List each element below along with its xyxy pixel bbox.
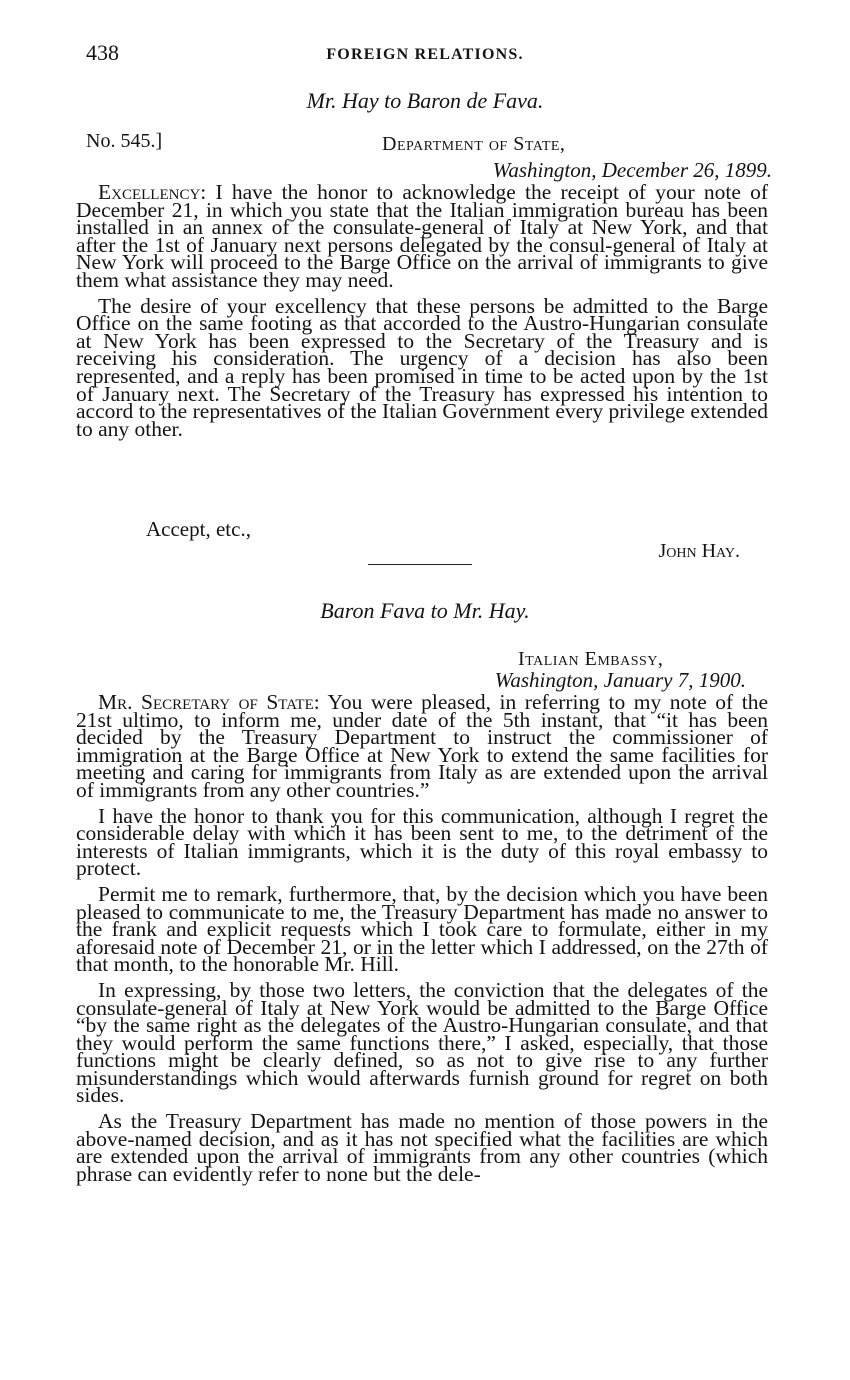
letter1-paragraph: Excellency: I have the honor to acknowledge the receipt of your note of December 21, in which you state that the Italian immigration bureau has been installed in an annex of the consulate-general of Italy at New York, and that after the 1st of January next persons delegated by the consul-general of Italy at New York will proceed to the Barge Office on the arrival of immigrants to give them what assistance they may need. — [76, 180, 768, 292]
letter1-body — [76, 180, 768, 446]
letter1-title: Mr. Hay to Baron de Fava. — [306, 88, 544, 113]
letter2-title: Baron Fava to Mr. Hay. — [320, 598, 530, 623]
letter2-sender: Italian Embassy, — [518, 648, 664, 670]
letter1-paragraph: The desire of your excellency that these persons be admitted to the Barge Office on the same footing as that accorded to the Austro-Hungarian consulate at New York has been expressed to the Secretary of the Treasury and is receiving his consideration. The urgency of a decision has also been represented, and a reply has been promised in time to be acted upon by the 1st of January next. The Secretary of the Treasury has expressed his intention to accord to the representatives of the Italian Government every privilege extended to any other. — [76, 293, 768, 441]
letter2-paragraph: Mr. Secretary of State: You were pleased, in referring to my note of the 21st ultimo, to inform me, under date of the 5th instant, that “it has been decided by the Treasury Department to instruct the commissioner of immigration at the Barge Office at New York to extend the same facilities for meeting and caring for immigrants from Italy as are extended upon the arrival of immigrants from any other countries.” — [76, 690, 768, 802]
letter1-salutation: Excellency: — [98, 180, 207, 204]
letter2-paragraph: As the Treasury Department has made no mention of those powers in the above-named decision, and as it has not specified what the facilities are which are extended upon the arrival of immigrants from any other countries (which phrase can evidently refer to none but the dele- — [76, 1109, 768, 1186]
letter2-body — [76, 690, 768, 1191]
letter2-salutation: Mr. Secretary of State: — [98, 690, 320, 714]
letter1-number: No. 545.] — [86, 130, 163, 152]
letter2-place-date: Washington, January 7, 1900. — [494, 668, 746, 692]
running-title: FOREIGN RELATIONS. — [326, 46, 524, 63]
letter1-place-date: Washington, December 26, 1899. — [492, 158, 772, 182]
letter1-sender: Department of State, — [382, 133, 566, 155]
letter2-paragraph: Permit me to remark, furthermore, that, by the decision which you have been pleased to communicate to me, the Treasury Department has made no answer to the frank and explicit requests which I took care to formulate, either in my aforesaid note of December 21, or in the letter which I addressed, on the 27th of that month, to the honorable Mr. Hill. — [76, 881, 768, 977]
letter2-paragraph: I have the honor to thank you for this communication, although I regret the considerable delay with which it has been sent to me, to the detriment of the interests of Italian immigrants, which it is the duty of this royal embassy to protect. — [76, 803, 768, 881]
page-number: 438 — [86, 40, 119, 65]
section-divider — [368, 564, 472, 565]
letter1-closing: Accept, etc., — [146, 517, 251, 541]
letter1-signature: John Hay. — [658, 540, 740, 562]
letter2-paragraph: In expressing, by those two letters, the conviction that the delegates of the consulate-general of Italy at New York would be admitted to the Barge Office “by the same right as the delegates of the Austro-Hungarian consulate, and that they would perform the same functions there,” I asked, especially, that those functions might be clearly defined, so as not to give rise to any further misunderstandings which would afterwards furnish ground for regret on both sides. — [76, 977, 768, 1108]
